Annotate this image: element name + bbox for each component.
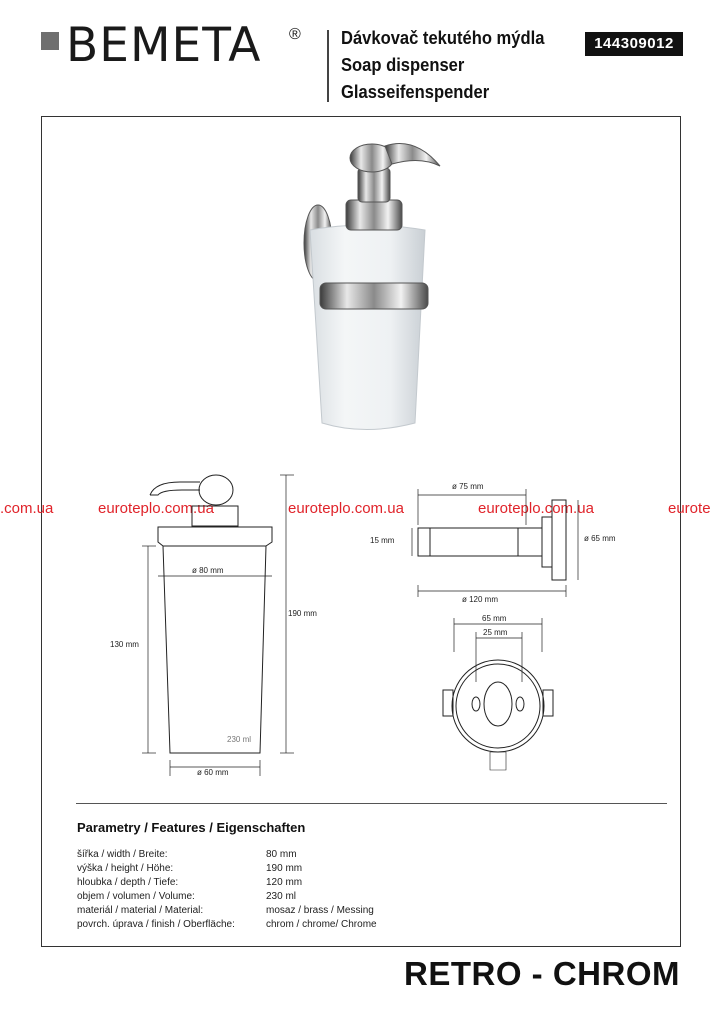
parameters-title: Parametry / Features / Eigenschaften <box>77 820 306 835</box>
product-photo <box>280 138 450 438</box>
volume-label: 230 ml <box>227 735 252 744</box>
title-en: Soap dispenser <box>341 55 465 75</box>
watermark-1: euroteplo.com.ua <box>98 500 214 517</box>
watermark-left: .com.ua <box>0 500 54 517</box>
watermark-2: euroteplo.com.ua <box>288 500 404 517</box>
param-label: objem / volumen / Volume: <box>77 891 195 902</box>
param-value: 120 mm <box>266 877 303 888</box>
param-value: 230 ml <box>266 891 297 902</box>
base-dim-label: ø 60 mm <box>197 768 229 777</box>
brand-logo: BEMETA <box>66 18 262 73</box>
width-dim-label: ø 80 mm <box>192 566 224 575</box>
front-view-drawing <box>100 470 340 780</box>
watermark-right: eurote <box>668 500 711 517</box>
height-dim-label: 190 mm <box>288 609 317 618</box>
product-code: 144309012 <box>585 32 683 56</box>
side-view-drawing <box>410 485 590 605</box>
side-top-label: ø 75 mm <box>452 482 484 491</box>
glass-height-label: 130 mm <box>110 640 139 649</box>
front-inner-label: 25 mm <box>483 628 508 637</box>
watermark-3: euroteplo.com.ua <box>478 500 594 517</box>
param-label: povrch. úprava / finish / Oberfläche: <box>77 919 235 930</box>
title-cz: Dávkovač tekutého mýdla <box>341 28 545 48</box>
param-value: mosaz / brass / Messing <box>266 905 374 916</box>
param-value: 190 mm <box>266 863 303 874</box>
front-top-label: 65 mm <box>482 614 507 623</box>
param-value: 80 mm <box>266 849 297 860</box>
param-label: hloubka / depth / Tiefe: <box>77 877 179 888</box>
side-left-label: 15 mm <box>370 536 395 545</box>
param-label: materiál / material / Material: <box>77 905 204 916</box>
param-value: chrom / chrome/ Chrome <box>266 919 377 930</box>
side-right-label: ø 65 mm <box>584 534 616 543</box>
section-divider <box>76 803 667 804</box>
title-de: Glasseifenspender <box>341 82 490 102</box>
logo-square <box>41 32 59 50</box>
header-divider <box>327 30 329 102</box>
param-label: výška / height / Höhe: <box>77 863 174 874</box>
registered-mark: ® <box>289 26 301 43</box>
mount-front-drawing <box>440 612 560 782</box>
param-label: šířka / width / Breite: <box>77 849 168 860</box>
product-line-title: RETRO - CHROM <box>404 955 680 992</box>
side-bottom-label: ø 120 mm <box>462 595 499 604</box>
